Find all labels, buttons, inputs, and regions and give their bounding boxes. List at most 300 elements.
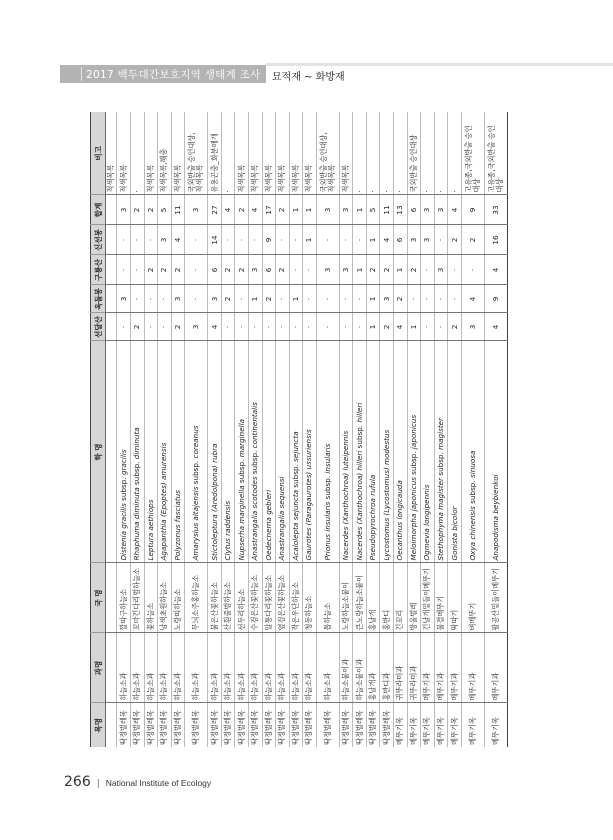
table-row — [171, 112, 185, 747]
cell-site-guryongsan: · — [117, 255, 131, 285]
cell-site-sinseonbong: 1 — [303, 225, 317, 255]
cell-family: 하늘소과 — [235, 633, 249, 703]
cell-korean: 남색초원하늘소 — [158, 563, 172, 633]
cell-site-okdolbong: 2 — [221, 285, 235, 313]
cell-total: 2 — [131, 195, 145, 225]
table-row — [421, 112, 435, 747]
cell-total — [106, 195, 117, 225]
cell-site-seondalsan: 3 — [461, 313, 484, 341]
cell-order: 메뚜기목 — [484, 703, 507, 747]
cell-order: 딱정벌레목 — [353, 703, 367, 747]
cell-family: 하늘소붙이과 — [353, 633, 367, 703]
cell-site-seondalsan: 4 — [393, 313, 407, 341]
cell-note: 적색목록 — [276, 112, 290, 195]
cell-family: 하늘소과 — [158, 633, 172, 703]
cell-note: 고유종,국외반출 승인 대상 — [484, 112, 507, 195]
cell-family: 하늘소과 — [208, 633, 222, 703]
cell-site-seondalsan: · — [339, 313, 353, 341]
cell-note: 적색목록 — [339, 112, 353, 195]
cell-site-sinseonbong: · — [316, 225, 339, 255]
section-title: 묘적재 ~ 화방재 — [272, 72, 345, 83]
cell-note: 적색목록 — [144, 112, 158, 195]
cell-total: 3 — [421, 195, 435, 225]
cell-site-okdolbong: · — [158, 285, 172, 313]
cell-site-okdolbong: 3 — [171, 285, 185, 313]
cell-site-okdolbong: 3 — [208, 285, 222, 313]
cell-site-guryongsan: 2 — [235, 255, 249, 285]
cell-order: 딱정벌레목 — [339, 703, 353, 747]
cell-total: 5 — [158, 195, 172, 225]
cell-note: 유용곤충_화분매개 — [208, 112, 222, 195]
cell-site-seondalsan: · — [276, 313, 290, 341]
cell-korean: 딱따기 — [448, 563, 462, 633]
cell-site-sinseonbong: · — [276, 225, 290, 255]
cell-order: 메뚜기목 — [421, 703, 435, 747]
cell-site-seondalsan: · — [144, 313, 158, 341]
table-row — [366, 112, 380, 747]
cell-korean: 꼬마긴다리범하늘소 — [131, 563, 145, 633]
cell-korean: 긴날개밑들이메뚜기 — [421, 563, 435, 633]
cell-korean: 톱하늘소 — [316, 563, 339, 633]
cell-site-okdolbong: · — [316, 285, 339, 313]
cell-total: 3 — [434, 195, 448, 225]
cell-total: 2 — [235, 195, 249, 225]
cell-site-guryongsan: 2 — [144, 255, 158, 285]
cell-order: 메뚜기목 — [461, 703, 484, 747]
table-row — [185, 112, 208, 747]
cell-site-sinseonbong: · — [131, 225, 145, 255]
cell-site-guryongsan — [106, 255, 117, 285]
cell-order: 딱정벌레목 — [208, 703, 222, 747]
cell-site-guryongsan: 2 — [380, 255, 394, 285]
cell-site-guryongsan: 4 — [484, 255, 507, 285]
cell-site-seondalsan: · — [117, 313, 131, 341]
cell-note: 적색목록 — [117, 112, 131, 195]
cell-scientific: Acalolepta sejuncta subsp. sejuncta — [289, 341, 303, 563]
cell-order: 딱정벌레목 — [171, 703, 185, 747]
cell-korean: 팔공산밑들이메뚜기 — [484, 563, 507, 633]
table-row — [289, 112, 303, 747]
cell-total: 13 — [393, 195, 407, 225]
cell-site-guryongsan: 2 — [366, 255, 380, 285]
cell-site-okdolbong: · — [421, 285, 435, 313]
cell-scientific: Leptura aethiops — [144, 341, 158, 563]
cell-scientific: Pseudopyrochroa rufula — [366, 341, 380, 563]
cell-korean — [106, 563, 117, 633]
cell-site-okdolbong: 3 — [117, 285, 131, 313]
cell-site-guryongsan: 3 — [316, 255, 339, 285]
column-header-site-okdolbong: 옥돌봉 — [91, 285, 106, 313]
cell-total: 1 — [353, 195, 367, 225]
cell-site-seondalsan: 2 — [380, 313, 394, 341]
cell-scientific: Nacerdes (Xanthochroa) luteipennis — [339, 341, 353, 563]
cell-site-sinseonbong: 3 — [421, 225, 435, 255]
cell-site-seondalsan: · — [421, 313, 435, 341]
cell-note: · — [380, 112, 394, 195]
table-row — [461, 112, 484, 747]
cell-note: 적색목록 — [106, 112, 117, 195]
cell-site-okdolbong: · — [339, 285, 353, 313]
column-header-note: 비고 — [91, 112, 106, 195]
cell-korean: 선두리하늘소 — [235, 563, 249, 633]
cell-korean: 홍날개 — [366, 563, 380, 633]
cell-note: 적색목록 — [262, 112, 276, 195]
cell-note: · — [353, 112, 367, 195]
cell-note: 적색목록,해충 — [158, 112, 172, 195]
cell-site-seondalsan: 1 — [366, 313, 380, 341]
cell-total: 1 — [303, 195, 317, 225]
cell-site-sinseonbong: 16 — [484, 225, 507, 255]
cell-note: 적색목록 — [289, 112, 303, 195]
cell-korean: 노랑하늘소붙이 — [339, 563, 353, 633]
cell-site-seondalsan: · — [221, 313, 235, 341]
cell-site-seondalsan: · — [353, 313, 367, 341]
cell-total: 17 — [262, 195, 276, 225]
cell-scientific: Clytus raddensis — [221, 341, 235, 563]
cell-site-okdolbong: 1 — [248, 285, 262, 313]
cell-site-okdolbong — [106, 285, 117, 313]
cell-korean: 깔따구하늘소 — [117, 563, 131, 633]
cell-site-seondalsan: 2 — [171, 313, 185, 341]
cell-scientific — [106, 341, 117, 563]
table-row — [158, 112, 172, 747]
cell-korean: 긴꼬리 — [393, 563, 407, 633]
table-row — [144, 112, 158, 747]
cell-site-guryongsan: 3 — [248, 255, 262, 285]
cell-site-okdolbong: 4 — [461, 285, 484, 313]
cell-family: 귀뚜라미과 — [407, 633, 421, 703]
column-header-site-sinseonbong: 신선봉 — [91, 225, 106, 255]
cell-site-guryongsan: 1 — [353, 255, 367, 285]
cell-scientific: Stethophyma magister subsp. magister — [434, 341, 448, 563]
cell-family: 하늘소과 — [276, 633, 290, 703]
cell-scientific: Rhaphuma diminuta subsp. diminuta — [131, 341, 145, 563]
cell-korean: 물결메뚜기 — [434, 563, 448, 633]
table-row — [380, 112, 394, 747]
cell-site-seondalsan: · — [316, 313, 339, 341]
cell-note: · — [366, 112, 380, 195]
cell-family: 하늘소과 — [144, 633, 158, 703]
cell-family: 메뚜기과 — [448, 633, 462, 703]
species-table-container — [90, 112, 510, 747]
cell-site-okdolbong: · — [353, 285, 367, 313]
cell-family: 하늘소과 — [303, 633, 317, 703]
cell-site-okdolbong: · — [434, 285, 448, 313]
column-header-family: 과명 — [91, 633, 106, 703]
cell-total: 3 — [117, 195, 131, 225]
table-row — [353, 112, 367, 747]
cell-site-sinseonbong: 9 — [262, 225, 276, 255]
cell-total: 11 — [380, 195, 394, 225]
cell-site-guryongsan: · — [289, 255, 303, 285]
cell-note: · — [448, 112, 462, 195]
cell-scientific: Ogmevia longipennis — [421, 341, 435, 563]
cell-scientific: Gonista bicolor — [448, 341, 462, 563]
cell-korean: 옆검은산꽃하늘소 — [276, 563, 290, 633]
cell-site-guryongsan: · — [421, 255, 435, 285]
cell-site-okdolbong: 2 — [262, 285, 276, 313]
column-header-korean: 국 명 — [91, 563, 106, 633]
cell-note: · — [131, 112, 145, 195]
cell-order: 딱정벌레목 — [131, 703, 145, 747]
cell-site-sinseonbong: 2 — [461, 225, 484, 255]
cell-korean: 청동하늘소 — [303, 563, 317, 633]
cell-family: 하늘소과 — [185, 633, 208, 703]
column-header-scientific: 학 명 — [91, 341, 106, 563]
cell-family: 메뚜기과 — [421, 633, 435, 703]
cell-korean: 노랑띠하늘소 — [171, 563, 185, 633]
cell-site-seondalsan: 2 — [448, 313, 462, 341]
cell-korean: 벼메뚜기 — [461, 563, 484, 633]
cell-site-sinseonbong: · — [248, 225, 262, 255]
cell-site-guryongsan: 3 — [434, 255, 448, 285]
cell-order: 딱정벌레목 — [117, 703, 131, 747]
cell-site-sinseonbong: · — [339, 225, 353, 255]
cell-site-sinseonbong: 14 — [208, 225, 222, 255]
cell-site-seondalsan: 1 — [407, 313, 421, 341]
cell-site-sinseonbong: · — [221, 225, 235, 255]
cell-korean: 꽃하늘소 — [144, 563, 158, 633]
cell-scientific: Agapanthia (Epoptes) amurensis — [158, 341, 172, 563]
cell-site-sinseonbong — [106, 225, 117, 255]
cell-family: 메뚜기과 — [461, 633, 484, 703]
cell-scientific: Stictoleptura (Aredolpona) rubra — [208, 341, 222, 563]
table-row — [117, 112, 131, 747]
report-title: 2017 백두대간보호지역 생태계 조사 — [86, 69, 261, 81]
cell-total: 4 — [448, 195, 462, 225]
cell-total: 1 — [289, 195, 303, 225]
cell-site-sinseonbong: · — [185, 225, 208, 255]
cell-note: 적색목록 — [303, 112, 317, 195]
cell-order: 딱정벌레목 — [235, 703, 249, 747]
cell-site-guryongsan: 2 — [276, 255, 290, 285]
cell-scientific: Oedecnema gebleri — [262, 341, 276, 563]
cell-order: 딱정벌레목 — [303, 703, 317, 747]
cell-korean: 홍반디 — [380, 563, 394, 633]
cell-total: 3 — [339, 195, 353, 225]
cell-family: 메뚜기과 — [434, 633, 448, 703]
cell-site-guryongsan: · — [185, 255, 208, 285]
cell-site-sinseonbong: · — [434, 225, 448, 255]
cell-site-seondalsan: · — [262, 313, 276, 341]
cell-family: 귀뚜라미과 — [393, 633, 407, 703]
cell-korean: 수검은산꽃하늘소 — [248, 563, 262, 633]
column-header-order: 목명 — [91, 703, 106, 747]
table-row — [484, 112, 507, 747]
cell-site-guryongsan: · — [448, 255, 462, 285]
cell-total: 2 — [276, 195, 290, 225]
organization-name: National Institute of Ecology — [105, 778, 212, 788]
cell-site-seondalsan — [106, 313, 117, 341]
cell-site-guryongsan: · — [303, 255, 317, 285]
cell-site-sinseonbong: 3 — [158, 225, 172, 255]
cell-korean: 알통다리꽃하늘소 — [262, 563, 276, 633]
cell-scientific: Anastrangalia sequensi — [276, 341, 290, 563]
cell-note: 적색목록 — [248, 112, 262, 195]
cell-total: 5 — [366, 195, 380, 225]
cell-order: 메뚜기목 — [448, 703, 462, 747]
cell-site-guryongsan: 3 — [339, 255, 353, 285]
cell-family — [106, 633, 117, 703]
cell-site-sinseonbong: 6 — [393, 225, 407, 255]
cell-scientific: Oxya chinensis subsp. sinuosa — [461, 341, 484, 563]
cell-site-sinseonbong: · — [235, 225, 249, 255]
cell-total: 9 — [461, 195, 484, 225]
cell-note: · — [393, 112, 407, 195]
page-number: 266 — [64, 774, 91, 790]
cell-scientific: Anastrangalia scotodes subsp. continentalis — [248, 341, 262, 563]
cell-site-okdolbong: 3 — [380, 285, 394, 313]
cell-scientific: Oecanthus longicauda — [393, 341, 407, 563]
cell-note: 적색목록 — [171, 112, 185, 195]
footer-separator: | — [96, 779, 100, 789]
cell-order: 딱정벌레목 — [316, 703, 339, 747]
cell-site-seondalsan: · — [434, 313, 448, 341]
cell-site-seondalsan: · — [303, 313, 317, 341]
running-header — [60, 65, 266, 83]
cell-site-guryongsan: · — [461, 255, 484, 285]
cell-site-seondalsan: · — [158, 313, 172, 341]
cell-site-guryongsan: 2 — [158, 255, 172, 285]
cell-family: 하늘소과 — [171, 633, 185, 703]
cell-total: 2 — [144, 195, 158, 225]
cell-site-seondalsan: 2 — [131, 313, 145, 341]
cell-family: 홍날개과 — [366, 633, 380, 703]
page-footer — [64, 774, 211, 790]
cell-site-okdolbong: 9 — [484, 285, 507, 313]
cell-site-guryongsan: 6 — [208, 255, 222, 285]
table-row — [248, 112, 262, 747]
cell-note: 적색목록 — [235, 112, 249, 195]
cell-site-okdolbong: 1 — [289, 285, 303, 313]
cell-family: 하늘소과 — [289, 633, 303, 703]
cell-site-seondalsan: 4 — [208, 313, 222, 341]
header-rule — [266, 63, 613, 66]
cell-family: 홍반디과 — [380, 633, 394, 703]
cell-order: 메뚜기목 — [434, 703, 448, 747]
cell-site-okdolbong: · — [144, 285, 158, 313]
cell-family: 하늘소과 — [117, 633, 131, 703]
cell-order: 딱정벌레목 — [366, 703, 380, 747]
cell-site-sinseonbong: · — [353, 225, 367, 255]
column-header-site-seondalsan: 선달산 — [91, 313, 106, 341]
cell-site-okdolbong: · — [303, 285, 317, 313]
cell-order: 딱정벌레목 — [248, 703, 262, 747]
cell-korean: 무늬소주홍하늘소 — [185, 563, 208, 633]
cell-site-sinseonbong: 4 — [171, 225, 185, 255]
cell-order: 메뚜기목 — [407, 703, 421, 747]
table-row — [448, 112, 462, 747]
cell-scientific: Gaurotes (Paragaurotes) ussuriensis — [303, 341, 317, 563]
cell-site-seondalsan: 3 — [185, 313, 208, 341]
cell-family: 하늘소과 — [316, 633, 339, 703]
cell-site-guryongsan: 2 — [407, 255, 421, 285]
cell-total: 27 — [208, 195, 222, 225]
cell-site-sinseonbong: · — [117, 225, 131, 255]
cell-korean: 산흰줄범하늘소 — [221, 563, 235, 633]
cell-note: 국외반출 승인대상 — [407, 112, 421, 195]
cell-order: 딱정벌레목 — [221, 703, 235, 747]
table-header-row — [91, 112, 106, 747]
cell-note: · — [421, 112, 435, 195]
cell-note: 국외반출 승인대상, 적색목록 — [185, 112, 208, 195]
cell-order: 딱정벌레목 — [262, 703, 276, 747]
cell-korean: 붉은산꽃하늘소 — [208, 563, 222, 633]
cell-site-guryongsan: 2 — [171, 255, 185, 285]
cell-note: · — [221, 112, 235, 195]
cell-site-sinseonbong: · — [144, 225, 158, 255]
cell-site-seondalsan: · — [289, 313, 303, 341]
cell-scientific: Anapodisma beybienkoi — [484, 341, 507, 563]
cell-scientific: Distenia gracilis subsp. gracilis — [117, 341, 131, 563]
cell-site-seondalsan: · — [235, 313, 249, 341]
cell-korean: 큰노랑하늘소붙이 — [353, 563, 367, 633]
cell-order: 딱정벌레목 — [380, 703, 394, 747]
table-row — [303, 112, 317, 747]
table-row — [131, 112, 145, 747]
cell-site-okdolbong: 2 — [393, 285, 407, 313]
cell-family: 메뚜기과 — [484, 633, 507, 703]
cell-note: 고유종,국외반출 승인 대상 — [461, 112, 484, 195]
table-row — [208, 112, 222, 747]
cell-site-okdolbong: · — [448, 285, 462, 313]
table-row — [276, 112, 290, 747]
cell-site-okdolbong: · — [276, 285, 290, 313]
cell-note: 국외반출 승인대상, 적색목록 — [316, 112, 339, 195]
cell-total: 6 — [407, 195, 421, 225]
cell-order: 딱정벌레목 — [289, 703, 303, 747]
cell-site-okdolbong: · — [235, 285, 249, 313]
cell-site-sinseonbong: 1 — [366, 225, 380, 255]
cell-site-guryongsan: · — [131, 255, 145, 285]
cell-family: 하늘소과 — [248, 633, 262, 703]
cell-site-sinseonbong: · — [289, 225, 303, 255]
cell-total: 4 — [248, 195, 262, 225]
cell-note: · — [434, 112, 448, 195]
cell-site-okdolbong: · — [131, 285, 145, 313]
header-divider — [81, 67, 82, 81]
cell-site-guryongsan: 2 — [221, 255, 235, 285]
table-row — [407, 112, 421, 747]
table-row — [106, 112, 117, 747]
table-row — [339, 112, 353, 747]
cell-scientific: Meloimorpha japonicus subsp. japonicus — [407, 341, 421, 563]
cell-scientific: Nacerdes (Xanthochroa) hilleri subsp. hilleri — [353, 341, 367, 563]
cell-scientific: Prionus insularis subsp. insularis — [316, 341, 339, 563]
cell-site-sinseonbong: 4 — [380, 225, 394, 255]
cell-scientific: Lycostomus (Lycostomus) modestus — [380, 341, 394, 563]
cell-family: 하늘소붙이과 — [339, 633, 353, 703]
cell-scientific: Nupserha marginella subsp. marginella — [235, 341, 249, 563]
table-row — [235, 112, 249, 747]
table-row — [393, 112, 407, 747]
table-body — [106, 112, 508, 747]
cell-family: 하늘소과 — [221, 633, 235, 703]
cell-site-sinseonbong: 3 — [407, 225, 421, 255]
cell-site-guryongsan: 6 — [262, 255, 276, 285]
cell-site-okdolbong: 1 — [366, 285, 380, 313]
cell-scientific: Amarysius altajensis subsp. coreanus — [185, 341, 208, 563]
cell-site-guryongsan: 1 — [393, 255, 407, 285]
cell-site-okdolbong: · — [407, 285, 421, 313]
cell-order — [106, 703, 117, 747]
cell-order: 딱정벌레목 — [158, 703, 172, 747]
cell-order: 딱정벌레목 — [185, 703, 208, 747]
cell-site-okdolbong: · — [185, 285, 208, 313]
table-row — [434, 112, 448, 747]
cell-total: 4 — [221, 195, 235, 225]
table-row — [316, 112, 339, 747]
